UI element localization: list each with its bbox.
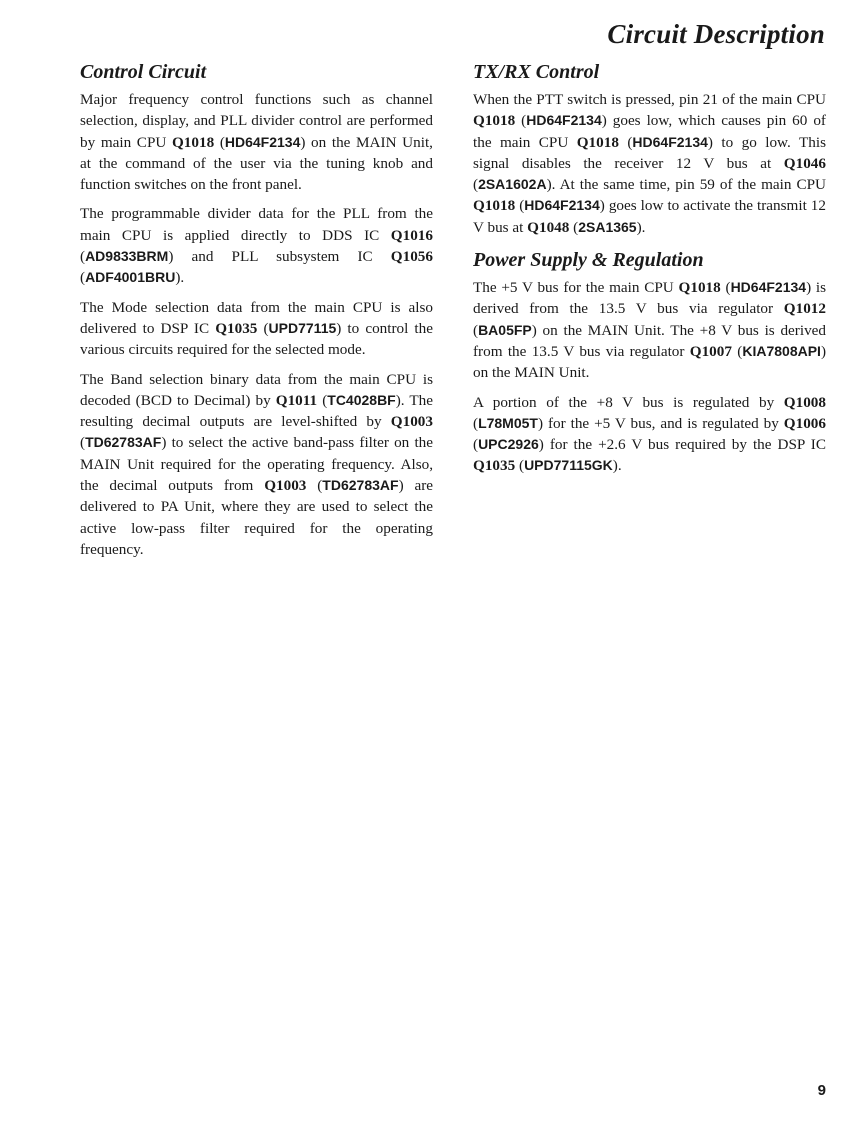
part-number: UPD77115 [268, 319, 337, 336]
paragraph: The programmable divider data for the PLL from the main CPU is applied directly to DDS IC Q1016 (AD9833BRM) and PLL subsystem IC Q1056 (ADF4001BRU). [80, 205, 433, 287]
component-ref: Q1003 [390, 413, 433, 431]
part-number: HD64F2134 [632, 133, 708, 150]
component-ref: Q1016 [390, 226, 433, 244]
part-number: AD9833BRM [85, 248, 169, 265]
component-ref: Q1048 [527, 218, 570, 236]
part-number: TD62783AF [322, 477, 399, 494]
part-number: BA05FP [478, 321, 532, 338]
part-number: 2SA1602A [478, 176, 547, 193]
part-number: UPD77115GK [524, 457, 613, 474]
component-ref: Q1018 [576, 133, 619, 151]
component-ref: Q1011 [275, 391, 318, 409]
component-ref: Q1056 [390, 248, 433, 266]
paragraph: A portion of the +8 V bus is regulated by Q1008 (L78M05T) for the +5 V bus, and is regulated by Q1006 (UPC2926) for the +2.6 V bus required by the DSP IC Q1035 (UPD77115GK). [473, 393, 826, 475]
part-number: HD64F2134 [730, 279, 807, 296]
part-number: L78M05T [478, 414, 538, 431]
right-column [473, 60, 826, 485]
part-number: TD62783AF [85, 434, 162, 451]
section-heading-control-circuit: Control Circuit [80, 61, 207, 83]
component-ref: Q1012 [783, 300, 826, 318]
paragraph: Major frequency control functions such as channel selection, display, and PLL divider control are performed by main CPU Q1018 (HD64F2134) on the MAIN Unit, at the command of the user via the tuning knob and function switches on the front panel. [80, 91, 433, 194]
page-title: Circuit Description [607, 19, 825, 49]
left-column [80, 60, 433, 568]
component-ref: Q1007 [689, 342, 732, 360]
section-heading-txrx-control: TX/RX Control [473, 61, 600, 83]
part-number: 2SA1365 [578, 218, 637, 235]
component-ref: Q1018 [678, 279, 721, 297]
component-ref: Q1003 [264, 477, 307, 495]
page-number: 9 [817, 1082, 826, 1099]
part-number: UPC2926 [478, 436, 539, 453]
section-heading-power-supply: Power Supply & Regulation [473, 249, 704, 272]
part-number: ADF4001BRU [85, 269, 176, 286]
component-ref: Q1018 [473, 197, 516, 215]
component-ref: Q1035 [473, 457, 516, 475]
part-number: HD64F2134 [526, 112, 602, 129]
component-ref: Q1035 [215, 319, 258, 337]
paragraph: The Band selection binary data from the main CPU is decoded (BCD to Decimal) by Q1011 (TC4028BF). The resulting decimal outputs are level-shifted by Q1003 (TD62783AF) to select the active band-pass filter on the MAIN Unit required for the operating frequency. Also, the decimal outputs from Q1003 (TD62783AF) are delivered to PA Unit, where they are used to select the active low-pass filter required for the operating frequency. [80, 370, 433, 558]
paragraph: When the PTT switch is pressed, pin 21 of the main CPU Q1018 (HD64F2134) goes low, which causes pin 60 of the main CPU Q1018 (HD64F2134) to go low. This signal disables the receiver 12 V bus at Q1046 (2SA1602A). At the same time, pin 59 of the main CPU Q1018 (HD64F2134) goes low to activate the transmit 12 V bus at Q1048 (2SA1365). [473, 91, 826, 236]
component-ref: Q1006 [783, 414, 826, 432]
part-number: KIA7808API [742, 342, 821, 359]
component-ref: Q1046 [783, 154, 826, 172]
component-ref: Q1018 [473, 112, 516, 130]
component-ref: Q1018 [171, 133, 215, 151]
part-number: HD64F2134 [224, 133, 301, 150]
paragraph: The +5 V bus for the main CPU Q1018 (HD64F2134) is derived from the 13.5 V bus via regulator Q1012 (BA05FP) on the MAIN Unit. The +8 V bus is derived from the 13.5 V bus via regulator Q1007 (KIA7808API) on the MAIN Unit. [473, 279, 827, 382]
paragraph: The Mode selection data from the main CPU is also delivered to DSP IC Q1035 (UPD77115) to control the various circuits required for the selected mode. [80, 298, 433, 359]
part-number: HD64F2134 [524, 197, 600, 214]
part-number: TC4028BF [327, 391, 396, 408]
component-ref: Q1008 [783, 393, 826, 411]
